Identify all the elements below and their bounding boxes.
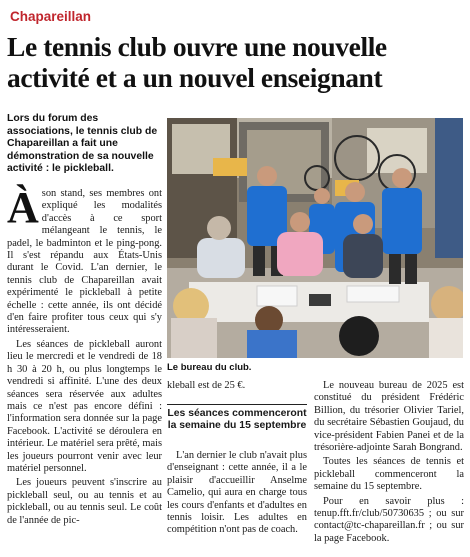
club-photo-image [167,118,463,358]
body-column-1 [7,183,162,529]
kicker-location: Chapareillan [10,9,92,24]
subhead: Les séances commenceront la semaine du 15 septembre [167,404,307,433]
paragraph: Le nouveau bureau de 2025 est constitué du président Frédéric Billion, du trésorier Olivier Tariel, du secrétaire Sébastien Goujaud, du vice-président Fabien Panei et de la trésorière-adjointe Sarah Bongrand. [314,380,464,454]
body-column-3 [314,380,464,547]
body-column-2 [167,450,307,539]
headline: Le tennis club ouvre une nouvelle activité et a un nouvel enseignant [7,31,387,93]
info-paragraph: Pour en savoir plus : tenup.fft.fr/club/50730635 ; ou sur contact@tc-chapareillan.fr ; ou sur la page Facebook. [314,495,464,544]
photo-caption: Le bureau du club. [167,362,252,373]
paragraph: kleball est de 25 €. [167,380,246,391]
lead-paragraph: Lors du forum des associations, le tennis club de Chapareillan a fait une démonstration de sa nouvelle activité : le pickleball. [7,113,158,175]
body-column-2-top [167,380,307,394]
drop-cap: À [7,183,39,232]
paragraph: Toutes les séances de tennis et pickleball commenceront la semaine du 15 septembre. [314,456,464,493]
paragraph: L'an dernier le club n'avait plus d'enseignant : cette année, il a le plaisir d'accueillir Anselme Camelio, qui aura en charge tous les cours d'enfants et d'adultes en tennis loisir. Les adultes en compétition n'ont pas de coach. [167,450,307,536]
paragraph: son stand, ses membres ont expliqué les modalités d'accès à ce sport mélangeant le tennis, le padel, le badminton et le ping-pong. Il s'est répandu aux États-Unis durant le Covid. L'an dernier, le tennis club de Chapareillan avait expérimenté le pickleball à petite échelle : cette année, ils ont décidé d'en faire profiter tous ceux qui s'y intéresseraient. [7,188,162,336]
paragraph: Les séances de pickleball auront lieu le mercredi et le vendredi de 18 h 30 à 20 h, ou plus longtemps le vendredi si affinité. L'une des deux séances sera réservée aux adultes mais ce n'est pas encore défini : l'information sera donnée sur la page Facebook. L'activité se déroulera en intérieur. Le matériel sera prêté, mais les joueurs pourront venir avec leur matériel personnel. [7,338,162,474]
paragraph: Les joueurs peuvent s'inscrire au pickleball seul, ou au tennis et au pickleball, ou au tennis seul. Le coût de l'année de pic- [7,477,162,526]
club-photo [167,118,463,358]
